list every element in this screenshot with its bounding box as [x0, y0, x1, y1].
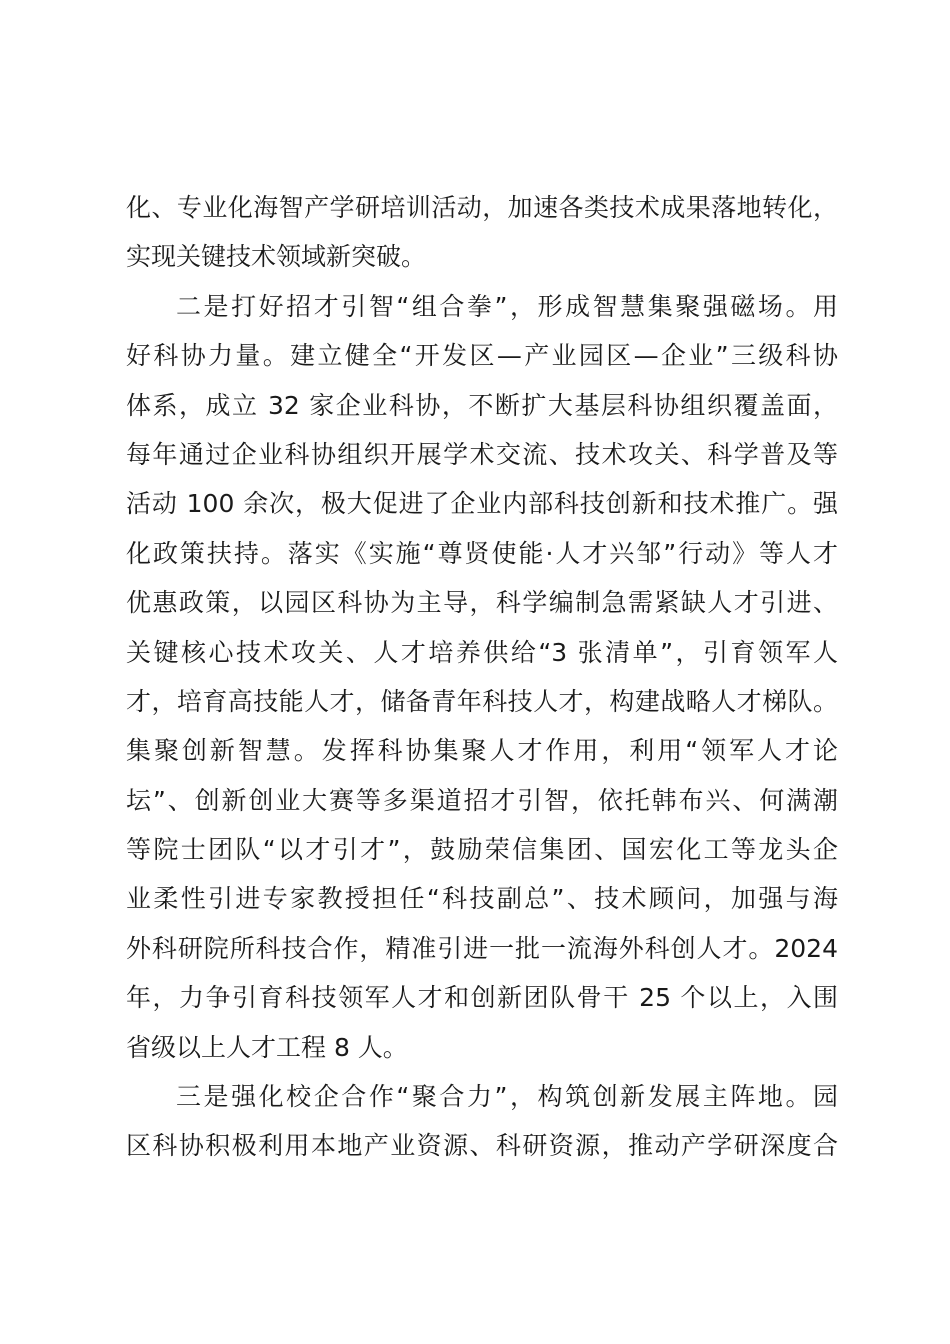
text-line: 每年通过企业科协组织开展学术交流、技术攻关、科学普及等	[126, 439, 838, 469]
body-text	[126, 183, 838, 1171]
text-line: 活动 100 余次，极大促进了企业内部科技创新和技术推广。强	[126, 489, 838, 519]
text-line: 业柔性引进专家教授担任“科技副总”、技术顾问，加强与海	[126, 884, 838, 914]
text-line: 关键核心技术攻关、人才培养供给“3 张清单”，引育领军人	[126, 637, 838, 667]
text-line: 省级以上人才工程 8 人。	[126, 1032, 408, 1062]
text-line: 等院士团队“以才引才”，鼓励荣信集团、国宏化工等龙头企	[126, 835, 838, 865]
text-line: 好科协力量。建立健全“开发区—产业园区—企业”三级科协	[126, 341, 838, 371]
text-line: 集聚创新智慧。发挥科协集聚人才作用，利用“领军人才论	[126, 736, 838, 766]
text-line: 化政策扶持。落实《实施“尊贤使能·人才兴邹”行动》等人才	[126, 538, 838, 568]
text-line: 化、专业化海智产学研培训活动，加速各类技术成果落地转化，	[126, 193, 838, 222]
text-line: 年，力争引育科技领军人才和创新团队骨干 25 个以上，入围	[126, 983, 838, 1013]
text-line: 实现关键技术领域新突破。	[126, 242, 427, 272]
text-line: 体系，成立 32 家企业科协，不断扩大基层科协组织覆盖面，	[126, 390, 838, 420]
text-line: 区科协积极利用本地产业资源、科研资源，推动产学研深度合	[126, 1131, 838, 1161]
text-line: 二是打好招才引智“组合拳”，形成智慧集聚强磁场。用	[176, 291, 838, 321]
text-line: 坛”、创新创业大赛等多渠道招才引智，依托韩布兴、何满潮	[126, 785, 838, 815]
text-line: 优惠政策，以园区科协为主导，科学编制急需紧缺人才引进、	[126, 588, 838, 618]
text-line: 三是强化校企合作“聚合力”，构筑创新发展主阵地。园	[176, 1082, 838, 1112]
text-line: 外科研院所科技合作，精准引进一批一流海外科创人才。2024	[126, 933, 838, 963]
text-line: 才，培育高技能人才，储备青年科技人才，构建战略人才梯队。	[126, 686, 838, 716]
